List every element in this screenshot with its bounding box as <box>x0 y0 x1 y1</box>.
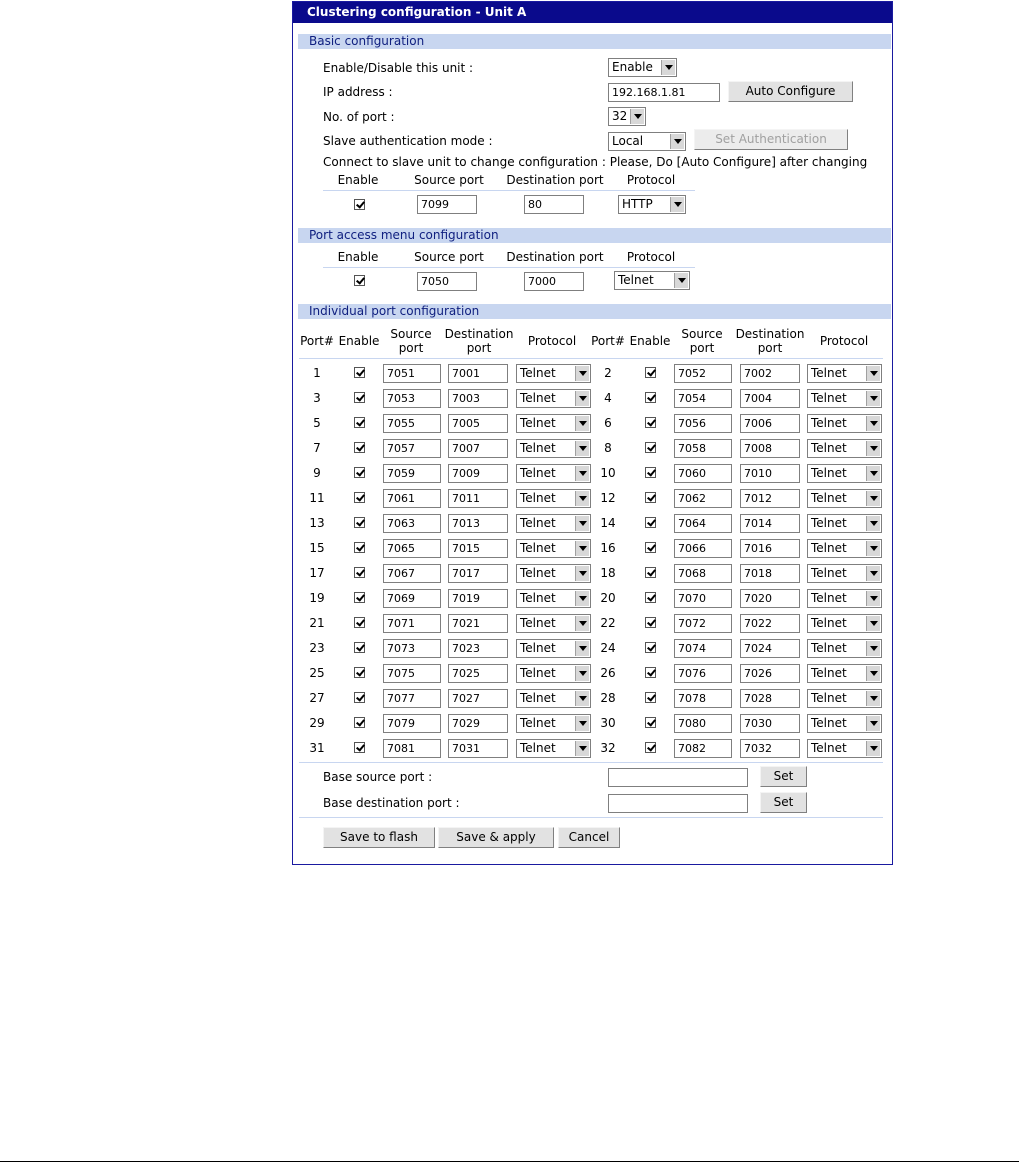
port-source-input[interactable]: 7077 <box>383 689 441 708</box>
port-destination-input[interactable]: 7027 <box>448 689 508 708</box>
chevron-down-icon <box>866 641 880 656</box>
port-enable-checkbox[interactable] <box>645 517 656 528</box>
port-rows-divider <box>299 762 883 763</box>
port-enable-checkbox[interactable] <box>354 492 365 503</box>
port-number: 14 <box>600 516 616 530</box>
set-base-destination-button[interactable]: Set <box>760 792 807 813</box>
basic-col-source: Source port <box>414 173 484 187</box>
port-number: 24 <box>600 641 616 655</box>
port-source-input[interactable]: 7081 <box>383 739 441 758</box>
port-source-input[interactable]: 7051 <box>383 364 441 383</box>
port-protocol-select[interactable] <box>516 414 591 433</box>
col-protocol-right: Protocol <box>819 334 869 348</box>
port-protocol-value: Telnet <box>811 491 847 505</box>
port-enable-checkbox[interactable] <box>645 617 656 628</box>
basic-destination-input[interactable]: 80 <box>524 195 584 214</box>
port-protocol-value: Telnet <box>520 441 556 455</box>
port-enable-checkbox[interactable] <box>354 617 365 628</box>
port-protocol-value: Telnet <box>520 416 556 430</box>
slave-auth-select[interactable] <box>608 132 686 151</box>
col-dest-left-2: port <box>466 341 492 355</box>
port-source-input[interactable]: 7054 <box>674 389 732 408</box>
port-destination-input[interactable]: 7015 <box>448 539 508 558</box>
port-protocol-select[interactable] <box>516 489 591 508</box>
col-protocol-left: Protocol <box>527 334 577 348</box>
chevron-down-icon <box>575 666 589 681</box>
basic-config-header: Basic configuration <box>298 34 891 49</box>
port-destination-input[interactable]: 7009 <box>448 464 508 483</box>
port-source-input[interactable]: 7075 <box>383 664 441 683</box>
base-source-input[interactable] <box>608 768 748 787</box>
port-destination-input[interactable]: 7031 <box>448 739 508 758</box>
port-number: 6 <box>604 416 612 430</box>
access-col-destination: Destination port <box>506 250 604 264</box>
save-to-flash-button[interactable]: Save to flash <box>323 827 435 848</box>
chevron-down-icon <box>670 197 684 212</box>
col-dest-right-1: Destination <box>735 327 805 341</box>
port-enable-checkbox[interactable] <box>645 592 656 603</box>
port-protocol-value: Telnet <box>520 566 556 580</box>
chevron-down-icon <box>866 741 880 756</box>
port-enable-checkbox[interactable] <box>645 367 656 378</box>
num-ports-select[interactable] <box>608 107 646 126</box>
port-destination-input[interactable]: 7032 <box>740 739 800 758</box>
chevron-down-icon <box>866 691 880 706</box>
basic-table-divider <box>323 190 695 191</box>
port-protocol-select[interactable] <box>516 589 591 608</box>
chevron-down-icon <box>661 60 675 75</box>
port-source-input[interactable]: 7059 <box>383 464 441 483</box>
port-protocol-select[interactable] <box>807 489 882 508</box>
port-number: 12 <box>600 491 616 505</box>
slave-auth-label: Slave authentication mode : <box>323 134 493 148</box>
basic-col-enable: Enable <box>337 173 379 187</box>
port-destination-input[interactable]: 7020 <box>740 589 800 608</box>
port-enable-checkbox[interactable] <box>354 692 365 703</box>
port-destination-input[interactable]: 7003 <box>448 389 508 408</box>
basic-col-destination: Destination port <box>506 173 604 187</box>
col-dest-right-2: port <box>757 341 783 355</box>
access-table-divider <box>323 267 695 268</box>
port-protocol-value: Telnet <box>520 741 556 755</box>
port-enable-checkbox[interactable] <box>645 567 656 578</box>
port-source-input[interactable]: 7080 <box>674 714 732 733</box>
port-protocol-value: Telnet <box>811 591 847 605</box>
port-protocol-value: Telnet <box>811 466 847 480</box>
chevron-down-icon <box>575 541 589 556</box>
port-source-input[interactable]: 7082 <box>674 739 732 758</box>
chevron-down-icon <box>575 566 589 581</box>
port-protocol-select[interactable] <box>516 689 591 708</box>
chevron-down-icon <box>866 516 880 531</box>
port-destination-input[interactable]: 7021 <box>448 614 508 633</box>
port-protocol-value: Telnet <box>811 641 847 655</box>
chevron-down-icon <box>866 441 880 456</box>
port-number: 16 <box>600 541 616 555</box>
port-protocol-value: Telnet <box>520 541 556 555</box>
port-number: 18 <box>600 566 616 580</box>
port-destination-input[interactable]: 7024 <box>740 639 800 658</box>
port-protocol-value: Telnet <box>520 691 556 705</box>
col-port-left: Port# <box>300 334 334 348</box>
port-enable-checkbox[interactable] <box>645 642 656 653</box>
port-source-input[interactable]: 7074 <box>674 639 732 658</box>
set-authentication-button[interactable]: Set Authentication <box>694 129 848 150</box>
ip-address-input[interactable]: 192.168.1.81 <box>608 83 720 102</box>
port-destination-input[interactable]: 7002 <box>740 364 800 383</box>
chevron-down-icon <box>575 691 589 706</box>
port-enable-checkbox[interactable] <box>645 492 656 503</box>
access-source-input[interactable]: 7050 <box>417 272 477 291</box>
port-enable-checkbox[interactable] <box>645 392 656 403</box>
port-destination-input[interactable]: 7012 <box>740 489 800 508</box>
port-enable-checkbox[interactable] <box>645 742 656 753</box>
chevron-down-icon <box>575 616 589 631</box>
chevron-down-icon <box>866 416 880 431</box>
port-source-input[interactable]: 7056 <box>674 414 732 433</box>
chevron-down-icon <box>575 641 589 656</box>
port-enable-checkbox[interactable] <box>645 542 656 553</box>
port-enable-checkbox[interactable] <box>354 717 365 728</box>
clustering-config-panel <box>292 1 893 865</box>
port-protocol-value: Telnet <box>520 466 556 480</box>
port-protocol-value: Telnet <box>520 716 556 730</box>
port-source-input[interactable]: 7070 <box>674 589 732 608</box>
port-number: 9 <box>313 466 321 480</box>
port-number: 17 <box>309 566 325 580</box>
port-source-input[interactable]: 7057 <box>383 439 441 458</box>
port-protocol-select[interactable] <box>807 614 882 633</box>
port-protocol-value: Telnet <box>520 616 556 630</box>
port-protocol-value: Telnet <box>811 366 847 380</box>
ip-address-label: IP address : <box>323 85 393 99</box>
port-source-input[interactable]: 7071 <box>383 614 441 633</box>
base-destination-input[interactable] <box>608 794 748 813</box>
port-enable-checkbox[interactable] <box>645 667 656 678</box>
port-source-input[interactable]: 7058 <box>674 439 732 458</box>
port-number: 31 <box>309 741 325 755</box>
port-number: 29 <box>309 716 325 730</box>
port-protocol-value: Telnet <box>811 741 847 755</box>
chevron-down-icon <box>670 134 684 149</box>
port-protocol-select[interactable] <box>516 664 591 683</box>
port-protocol-value: Telnet <box>811 516 847 530</box>
port-source-input[interactable]: 7053 <box>383 389 441 408</box>
access-protocol-value: Telnet <box>618 273 654 287</box>
individual-port-header: Individual port configuration <box>298 304 891 319</box>
port-number: 4 <box>604 391 612 405</box>
chevron-down-icon <box>575 491 589 506</box>
port-source-input[interactable]: 7069 <box>383 589 441 608</box>
port-source-input[interactable]: 7065 <box>383 539 441 558</box>
basic-enable-checkbox[interactable] <box>354 199 365 210</box>
port-destination-input[interactable]: 7019 <box>448 589 508 608</box>
port-source-input[interactable]: 7072 <box>674 614 732 633</box>
port-number: 26 <box>600 666 616 680</box>
port-protocol-value: Telnet <box>811 541 847 555</box>
basic-col-protocol: Protocol <box>626 173 676 187</box>
port-source-input[interactable]: 7068 <box>674 564 732 583</box>
col-enable-left: Enable <box>338 334 380 348</box>
page-footer-line <box>0 1161 1019 1162</box>
chevron-down-icon <box>674 273 688 288</box>
enable-unit-label: Enable/Disable this unit : <box>323 61 474 75</box>
port-number: 13 <box>309 516 325 530</box>
chevron-down-icon <box>866 366 880 381</box>
port-protocol-select[interactable] <box>807 664 882 683</box>
port-protocol-value: Telnet <box>520 366 556 380</box>
chevron-down-icon <box>575 741 589 756</box>
port-source-input[interactable]: 7076 <box>674 664 732 683</box>
port-enable-checkbox[interactable] <box>354 417 365 428</box>
chevron-down-icon <box>866 566 880 581</box>
port-protocol-value: Telnet <box>811 416 847 430</box>
port-enable-checkbox[interactable] <box>645 717 656 728</box>
basic-protocol-select[interactable] <box>618 195 686 214</box>
port-number: 5 <box>313 416 321 430</box>
port-protocol-select[interactable] <box>516 639 591 658</box>
num-ports-label: No. of port : <box>323 110 395 124</box>
port-enable-checkbox[interactable] <box>354 667 365 678</box>
port-protocol-select[interactable] <box>516 439 591 458</box>
port-destination-input[interactable]: 7006 <box>740 414 800 433</box>
port-protocol-value: Telnet <box>811 616 847 630</box>
port-protocol-value: Telnet <box>811 716 847 730</box>
chevron-down-icon <box>866 616 880 631</box>
chevron-down-icon <box>630 109 644 124</box>
chevron-down-icon <box>866 491 880 506</box>
access-col-enable: Enable <box>337 250 379 264</box>
port-protocol-select[interactable] <box>516 464 591 483</box>
port-destination-input[interactable]: 7029 <box>448 714 508 733</box>
port-protocol-value: Telnet <box>520 591 556 605</box>
port-protocol-value: Telnet <box>811 666 847 680</box>
port-destination-input[interactable]: 7010 <box>740 464 800 483</box>
base-source-label: Base source port : <box>323 770 433 784</box>
port-protocol-select[interactable] <box>807 514 882 533</box>
port-protocol-select[interactable] <box>516 739 591 758</box>
basic-source-input[interactable]: 7099 <box>417 195 477 214</box>
port-source-input[interactable]: 7055 <box>383 414 441 433</box>
port-enable-checkbox[interactable] <box>354 467 365 478</box>
port-source-input[interactable]: 7064 <box>674 514 732 533</box>
port-protocol-select[interactable] <box>807 389 882 408</box>
chevron-down-icon <box>575 391 589 406</box>
port-source-input[interactable]: 7063 <box>383 514 441 533</box>
panel-title: Clustering configuration - Unit A <box>293 2 892 23</box>
port-enable-checkbox[interactable] <box>354 392 365 403</box>
chevron-down-icon <box>866 716 880 731</box>
port-protocol-select[interactable] <box>807 639 882 658</box>
port-source-input[interactable]: 7062 <box>674 489 732 508</box>
chevron-down-icon <box>866 391 880 406</box>
port-number: 20 <box>600 591 616 605</box>
chevron-down-icon <box>866 666 880 681</box>
port-destination-input[interactable]: 7007 <box>448 439 508 458</box>
port-protocol-select[interactable] <box>516 364 591 383</box>
port-destination-input[interactable]: 7014 <box>740 514 800 533</box>
chevron-down-icon <box>575 416 589 431</box>
port-source-input[interactable]: 7060 <box>674 464 732 483</box>
num-ports-value: 32 <box>612 109 628 123</box>
port-protocol-select[interactable] <box>516 539 591 558</box>
port-protocol-select[interactable] <box>807 439 882 458</box>
chevron-down-icon <box>575 716 589 731</box>
port-protocol-select[interactable] <box>807 564 882 583</box>
port-destination-input[interactable]: 7028 <box>740 689 800 708</box>
access-col-protocol: Protocol <box>626 250 676 264</box>
chevron-down-icon <box>866 541 880 556</box>
port-protocol-select[interactable] <box>807 714 882 733</box>
cancel-button[interactable]: Cancel <box>558 827 620 848</box>
enable-unit-value: Enable <box>612 60 653 74</box>
port-number: 3 <box>313 391 321 405</box>
col-source-left-2: port <box>398 341 424 355</box>
port-destination-input[interactable]: 7013 <box>448 514 508 533</box>
port-protocol-value: Telnet <box>520 641 556 655</box>
port-source-input[interactable]: 7061 <box>383 489 441 508</box>
col-port-right: Port# <box>591 334 625 348</box>
port-source-input[interactable]: 7073 <box>383 639 441 658</box>
port-enable-checkbox[interactable] <box>354 542 365 553</box>
port-number: 28 <box>600 691 616 705</box>
port-number: 27 <box>309 691 325 705</box>
port-destination-input[interactable]: 7030 <box>740 714 800 733</box>
save-and-apply-button[interactable]: Save & apply <box>438 827 554 848</box>
port-enable-checkbox[interactable] <box>354 742 365 753</box>
port-protocol-select[interactable] <box>807 414 882 433</box>
port-source-input[interactable]: 7078 <box>674 689 732 708</box>
port-protocol-select[interactable] <box>516 564 591 583</box>
port-destination-input[interactable]: 7005 <box>448 414 508 433</box>
port-protocol-select[interactable] <box>516 714 591 733</box>
port-number: 25 <box>309 666 325 680</box>
port-source-input[interactable]: 7066 <box>674 539 732 558</box>
port-protocol-value: Telnet <box>520 491 556 505</box>
port-number: 15 <box>309 541 325 555</box>
port-protocol-value: Telnet <box>811 566 847 580</box>
port-protocol-value: Telnet <box>811 691 847 705</box>
port-source-input[interactable]: 7079 <box>383 714 441 733</box>
port-number: 7 <box>313 441 321 455</box>
port-destination-input[interactable]: 7026 <box>740 664 800 683</box>
port-protocol-select[interactable] <box>516 514 591 533</box>
port-number: 32 <box>600 741 616 755</box>
access-col-source: Source port <box>414 250 484 264</box>
port-number: 23 <box>309 641 325 655</box>
col-source-left-1: Source <box>390 327 432 341</box>
port-number: 30 <box>600 716 616 730</box>
port-number: 2 <box>604 366 612 380</box>
chevron-down-icon <box>575 466 589 481</box>
basic-protocol-value: HTTP <box>622 197 653 211</box>
port-number: 19 <box>309 591 325 605</box>
port-destination-input[interactable]: 7004 <box>740 389 800 408</box>
port-destination-input[interactable]: 7011 <box>448 489 508 508</box>
port-protocol-select[interactable] <box>516 389 591 408</box>
auto-configure-button[interactable]: Auto Configure <box>728 81 853 102</box>
port-enable-checkbox[interactable] <box>645 692 656 703</box>
port-enable-checkbox[interactable] <box>645 417 656 428</box>
port-protocol-value: Telnet <box>811 391 847 405</box>
port-destination-input[interactable]: 7022 <box>740 614 800 633</box>
port-source-input[interactable]: 7067 <box>383 564 441 583</box>
port-protocol-select[interactable] <box>807 739 882 758</box>
col-dest-left-1: Destination <box>444 327 514 341</box>
port-enable-checkbox[interactable] <box>645 467 656 478</box>
port-enable-checkbox[interactable] <box>354 592 365 603</box>
individual-header-divider <box>299 358 883 359</box>
port-protocol-value: Telnet <box>811 441 847 455</box>
port-number: 11 <box>309 491 325 505</box>
base-destination-label: Base destination port : <box>323 796 460 810</box>
chevron-down-icon <box>575 441 589 456</box>
port-enable-checkbox[interactable] <box>354 642 365 653</box>
set-base-source-button[interactable]: Set <box>760 766 807 787</box>
port-protocol-select[interactable] <box>516 614 591 633</box>
port-enable-checkbox[interactable] <box>354 442 365 453</box>
chevron-down-icon <box>575 366 589 381</box>
col-enable-right: Enable <box>629 334 671 348</box>
port-destination-input[interactable]: 7008 <box>740 439 800 458</box>
chevron-down-icon <box>866 591 880 606</box>
port-destination-input[interactable]: 7025 <box>448 664 508 683</box>
port-protocol-select[interactable] <box>807 539 882 558</box>
access-destination-input[interactable]: 7000 <box>524 272 584 291</box>
port-destination-input[interactable]: 7001 <box>448 364 508 383</box>
port-protocol-value: Telnet <box>520 391 556 405</box>
port-protocol-select[interactable] <box>807 464 882 483</box>
port-protocol-value: Telnet <box>520 516 556 530</box>
port-number: 10 <box>600 466 616 480</box>
port-enable-checkbox[interactable] <box>354 517 365 528</box>
port-number: 1 <box>313 366 321 380</box>
port-source-input[interactable]: 7052 <box>674 364 732 383</box>
chevron-down-icon <box>866 466 880 481</box>
port-destination-input[interactable]: 7018 <box>740 564 800 583</box>
port-enable-checkbox[interactable] <box>645 442 656 453</box>
port-protocol-value: Telnet <box>520 666 556 680</box>
port-number: 21 <box>309 616 325 630</box>
connect-slave-text: Connect to slave unit to change configuration : Please, Do [Auto Configure] after changing <box>323 155 868 169</box>
access-enable-checkbox[interactable] <box>354 275 365 286</box>
actions-divider <box>299 817 883 818</box>
port-access-header: Port access menu configuration <box>298 228 891 243</box>
port-protocol-select[interactable] <box>807 364 882 383</box>
port-number: 8 <box>604 441 612 455</box>
col-source-right-1: Source <box>681 327 723 341</box>
port-protocol-select[interactable] <box>807 589 882 608</box>
port-enable-checkbox[interactable] <box>354 367 365 378</box>
port-destination-input[interactable]: 7023 <box>448 639 508 658</box>
slave-auth-value: Local <box>612 134 644 148</box>
port-destination-input[interactable]: 7017 <box>448 564 508 583</box>
port-number: 22 <box>600 616 616 630</box>
col-source-right-2: port <box>689 341 715 355</box>
access-protocol-select[interactable] <box>614 271 690 290</box>
enable-unit-select[interactable] <box>608 58 677 77</box>
chevron-down-icon <box>575 516 589 531</box>
port-enable-checkbox[interactable] <box>354 567 365 578</box>
port-destination-input[interactable]: 7016 <box>740 539 800 558</box>
port-protocol-select[interactable] <box>807 689 882 708</box>
chevron-down-icon <box>575 591 589 606</box>
